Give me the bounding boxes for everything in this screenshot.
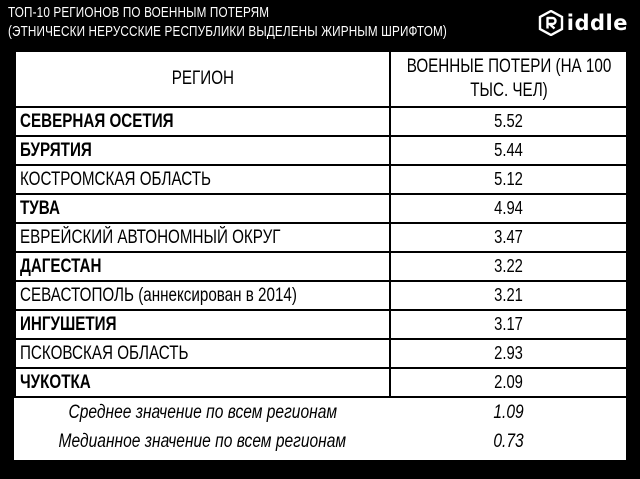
region-cell [15, 194, 390, 223]
losses-value: 5.52 [494, 111, 523, 131]
page-subtitle: (ЭТНИЧЕСКИ НЕРУССКИЕ РЕСПУБЛИКИ ВЫДЕЛЕНЫ ЖИРНЫМ ШРИФТОМ) [8, 23, 447, 40]
summary-label: Медианное значение по всем регионам [58, 431, 347, 452]
table-row [15, 165, 627, 194]
losses-value-cell [390, 368, 627, 397]
table-row [15, 252, 627, 281]
losses-value: 3.17 [494, 314, 523, 334]
summary-label: Среднее значение по всем регионам [68, 402, 337, 423]
table-row [15, 223, 627, 252]
table-body [15, 107, 627, 456]
losses-value: 3.21 [494, 285, 523, 305]
region-cell [15, 281, 390, 310]
losses-value: 3.47 [494, 227, 523, 247]
summary-label-cell [15, 397, 390, 427]
table-row [15, 107, 627, 136]
region-name: ТУВА [20, 198, 60, 219]
losses-value-cell [390, 107, 627, 136]
region-name: ЕВРЕЙСКИЙ АВТОНОМНЫЙ ОКРУГ [20, 227, 281, 248]
region-cell [15, 136, 390, 165]
region-name: СЕВАСТОПОЛЬ (аннексирован в 2014) [20, 285, 297, 306]
summary-row [15, 397, 627, 427]
losses-value: 5.44 [494, 140, 523, 160]
losses-value-cell [390, 339, 627, 368]
column-header-region: РЕГИОН [15, 51, 390, 107]
losses-value: 2.09 [494, 372, 523, 392]
losses-value-cell [390, 223, 627, 252]
losses-table [14, 50, 628, 456]
region-name: БУРЯТИЯ [20, 140, 92, 161]
header [8, 3, 508, 41]
region-name: ЧУКОТКА [20, 372, 91, 393]
losses-value: 3.22 [494, 256, 523, 276]
region-cell [15, 310, 390, 339]
logo-text: iddle [566, 11, 628, 35]
region-cell [15, 165, 390, 194]
region-cell [15, 368, 390, 397]
page-title: ТОП-10 РЕГИОНОВ ПО ВОЕННЫМ ПОТЕРЯМ [8, 4, 270, 21]
riddle-r-icon [538, 10, 564, 36]
table-row [15, 194, 627, 223]
region-cell [15, 107, 390, 136]
losses-value-cell [390, 281, 627, 310]
losses-value-cell [390, 310, 627, 339]
region-name: ДАГЕСТАН [20, 256, 102, 277]
region-cell [15, 223, 390, 252]
losses-value-cell [390, 194, 627, 223]
table-row [15, 136, 627, 165]
region-cell [15, 252, 390, 281]
summary-value-cell [390, 397, 627, 427]
logo [538, 10, 628, 36]
table-header-row [15, 51, 627, 107]
region-cell [15, 339, 390, 368]
summary-row [15, 427, 627, 456]
summary-value: 1.09 [493, 402, 524, 423]
losses-value: 4.94 [494, 198, 523, 218]
summary-value: 0.73 [493, 431, 524, 452]
losses-value-cell [390, 252, 627, 281]
losses-value-cell [390, 136, 627, 165]
region-name: СЕВЕРНАЯ ОСЕТИЯ [20, 111, 174, 132]
table-row [15, 368, 627, 397]
summary-label-cell [15, 427, 390, 456]
table-row [15, 310, 627, 339]
table-row [15, 281, 627, 310]
losses-value: 2.93 [494, 343, 523, 363]
summary-value-cell [390, 427, 627, 456]
region-name: КОСТРОМСКАЯ ОБЛАСТЬ [20, 169, 212, 190]
table-row [15, 339, 627, 368]
losses-table-container [14, 50, 626, 460]
region-name: ИНГУШЕТИЯ [20, 314, 117, 335]
region-name: ПСКОВСКАЯ ОБЛАСТЬ [20, 343, 189, 364]
losses-value: 5.12 [494, 169, 523, 189]
losses-value-cell [390, 165, 627, 194]
column-header-losses: ВОЕННЫЕ ПОТЕРИ (НА 100 ТЫС. ЧЕЛ) [390, 51, 627, 107]
